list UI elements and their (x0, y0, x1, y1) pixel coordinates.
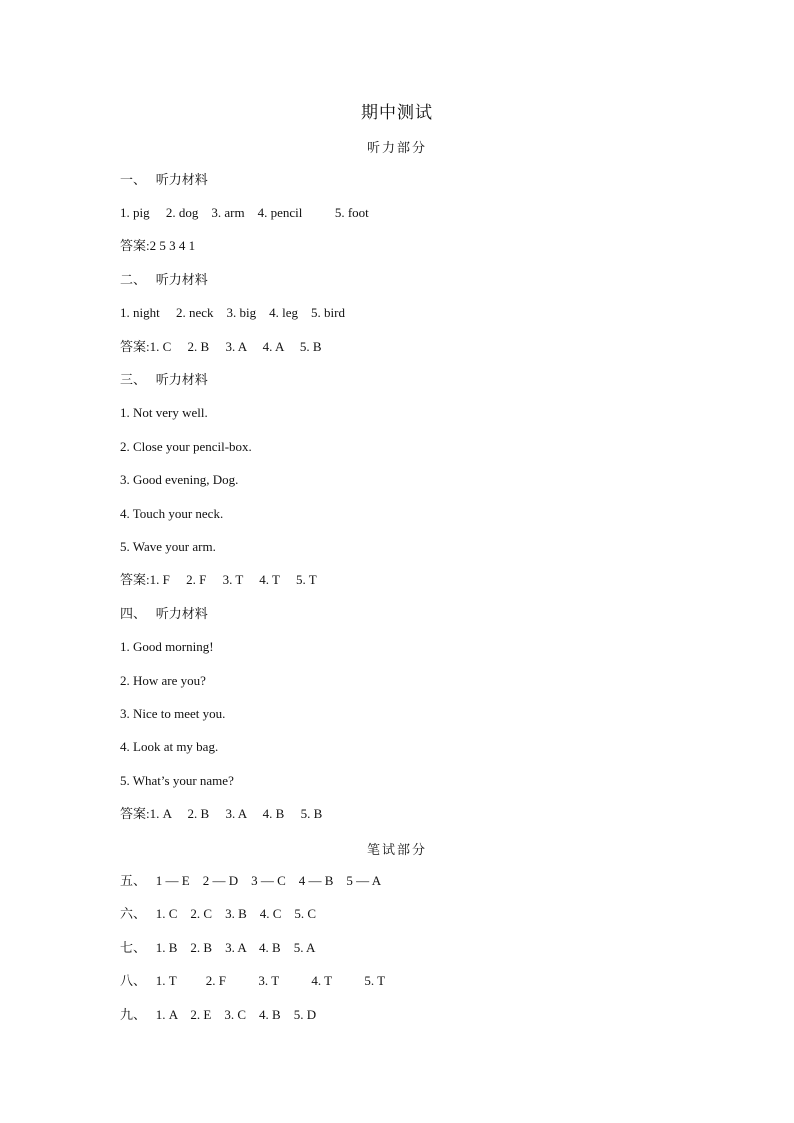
answer-line: 八、 1. T 2. F 3. T 4. T 5. T (120, 973, 386, 988)
answer-line: 五、 1 — E 2 — D 3 — C 4 — B 5 — A (120, 873, 382, 888)
question-heading: 二、 听力材料 (120, 272, 208, 287)
text-line: 3. Nice to meet you. (120, 706, 226, 721)
text-line: 1. Good morning! (120, 639, 214, 654)
question-heading: 一、 听力材料 (120, 172, 208, 187)
section-heading-listening: 听力部分 (366, 140, 427, 155)
text-line: 5. Wave your arm. (120, 539, 216, 554)
text-line: 5. What’s your name? (120, 773, 234, 788)
answer-line: 答案:1. C 2. B 3. A 4. A 5. B (120, 339, 322, 354)
answer-line: 七、 1. B 2. B 3. A 4. B 5. A (120, 940, 316, 955)
question-heading: 四、 听力材料 (120, 606, 208, 621)
answer-line: 六、 1. C 2. C 3. B 4. C 5. C (120, 906, 317, 921)
answer-line: 九、 1. A 2. E 3. C 4. B 5. D (120, 1007, 317, 1022)
text-line: 4. Look at my bag. (120, 739, 219, 754)
page-title: 期中测试 (361, 103, 433, 122)
answer-line: 答案:2 5 3 4 1 (120, 238, 196, 253)
text-line: 2. How are you? (120, 673, 206, 688)
answer-line: 答案:1. F 2. F 3. T 4. T 5. T (120, 572, 317, 587)
text-line: 4. Touch your neck. (120, 506, 224, 521)
question-heading: 三、 听力材料 (120, 372, 208, 387)
text-line: 3. Good evening, Dog. (120, 472, 239, 487)
section-heading-written: 笔试部分 (366, 842, 427, 857)
text-line: 1. Not very well. (120, 405, 208, 420)
answer-line: 答案:1. A 2. B 3. A 4. B 5. B (120, 806, 323, 821)
text-line: 1. night 2. neck 3. big 4. leg 5. bird (120, 305, 345, 320)
text-line: 1. pig 2. dog 3. arm 4. pencil 5. foot (120, 205, 369, 220)
text-line: 2. Close your pencil-box. (120, 439, 252, 454)
